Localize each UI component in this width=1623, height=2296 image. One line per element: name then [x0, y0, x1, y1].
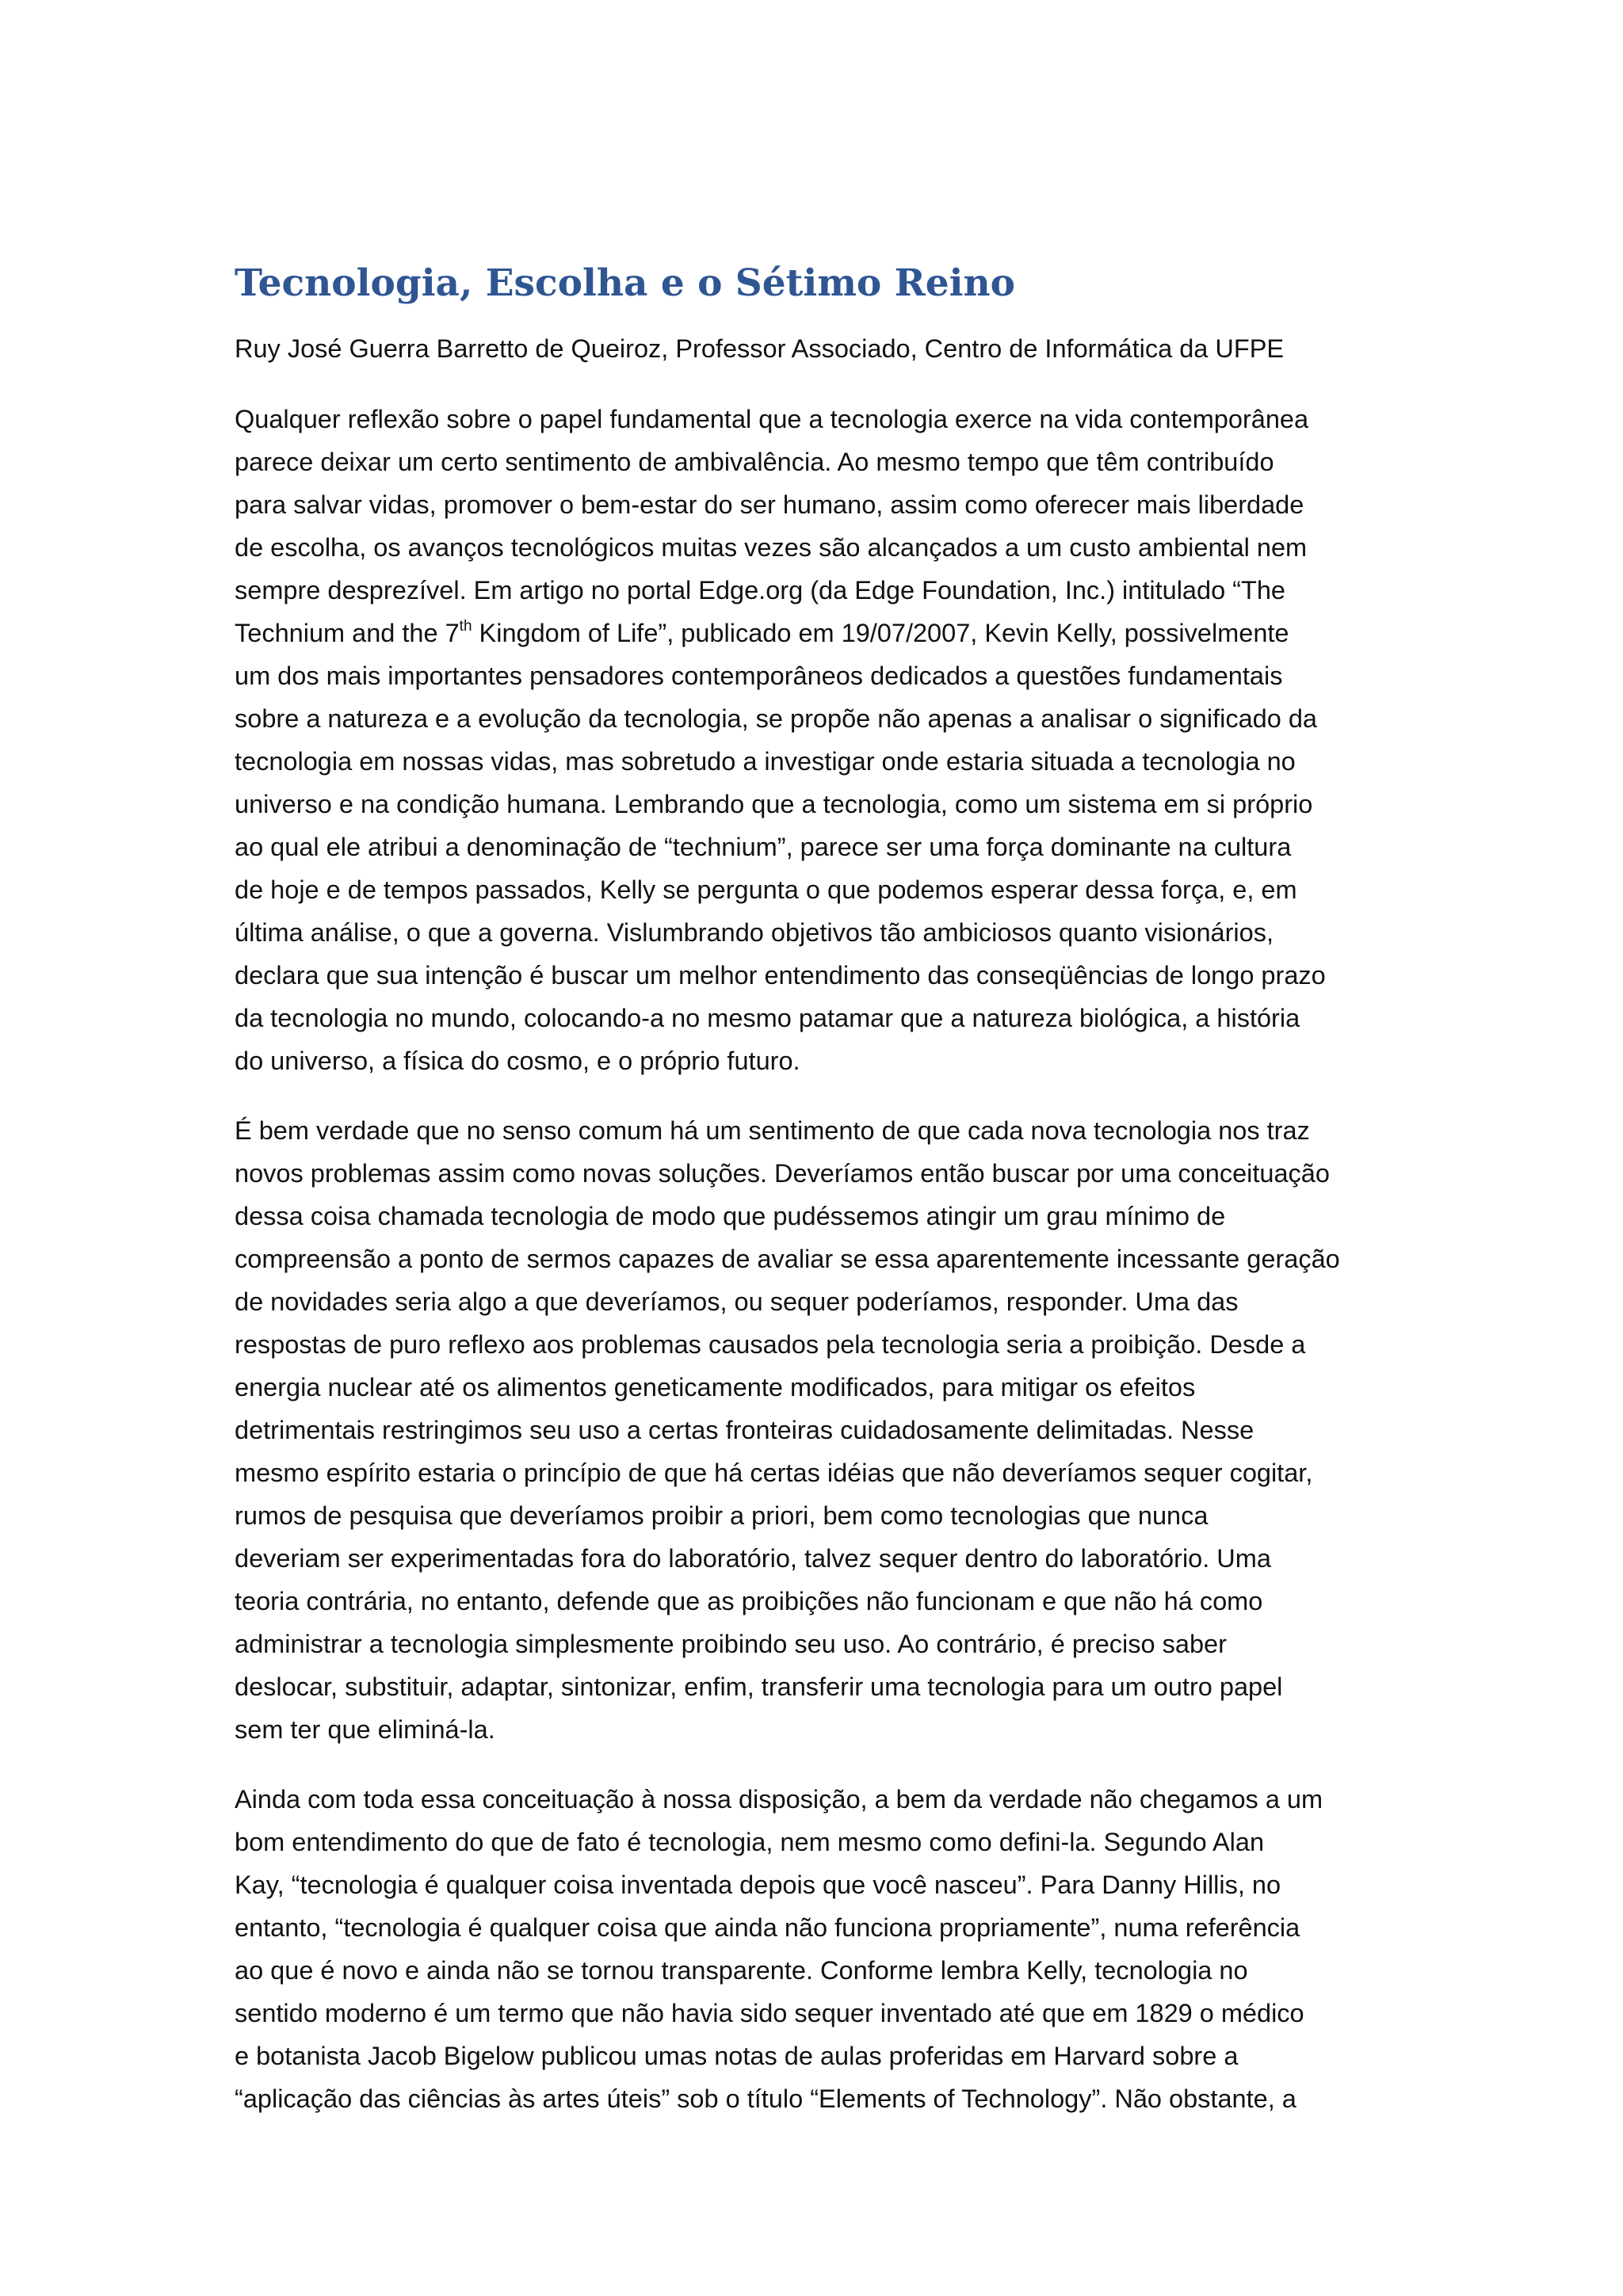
paragraph-line: novos problemas assim como novas soluções. Deveríamos então buscar por uma conceituação	[235, 1159, 1330, 1188]
paragraph-line: sentido moderno é um termo que não havia sido sequer inventado até que em 1829 o médico	[235, 1999, 1304, 2027]
document-title: Tecnologia, Escolha e o Sétimo Reino	[235, 261, 1015, 305]
paragraph-line: Ainda com toda essa conceituação à nossa disposição, a bem da verdade não chegamos a um	[235, 1785, 1323, 1814]
paragraph-line: tecnologia em nossas vidas, mas sobretudo a investigar onde estaria situada a tecnologia no	[235, 747, 1296, 776]
paragraph-line: Kay, “tecnologia é qualquer coisa inventada depois que você nasceu”. Para Danny Hillis, no	[235, 1871, 1281, 1899]
paragraph-line: respostas de puro reflexo aos problemas causados pela tecnologia seria a proibição. Desde a	[235, 1330, 1306, 1359]
paragraph-3	[235, 1778, 1407, 2120]
paragraph-line: de novidades seria algo a que deveríamos, ou sequer poderíamos, responder. Uma das	[235, 1287, 1239, 1316]
paragraph-line-superscript	[235, 612, 1407, 654]
line-text-before: Technium and the 7	[235, 619, 460, 647]
paragraph-line: entanto, “tecnologia é qualquer coisa que ainda não funciona propriamente”, numa referência	[235, 1913, 1300, 1942]
paragraph-line: Qualquer reflexão sobre o papel fundamental que a tecnologia exerce na vida contemporânea	[235, 405, 1309, 433]
paragraph-line: do universo, a física do cosmo, e o próprio futuro.	[235, 1047, 800, 1075]
paragraph-line: sempre desprezível. Em artigo no portal Edge.org (da Edge Foundation, Inc.) intitulado “The	[235, 576, 1286, 605]
line-text-after: Kingdom of Life”, publicado em 19/07/2007, Kevin Kelly, possivelmente	[472, 619, 1289, 647]
paragraph-line: de hoje e de tempos passados, Kelly se pergunta o que podemos esperar dessa força, e, em	[235, 875, 1297, 904]
superscript-th: th	[459, 618, 472, 635]
paragraph-line: sem ter que eliminá-la.	[235, 1715, 495, 1744]
paragraph-line: um dos mais importantes pensadores contemporâneos dedicados a questões fundamentais	[235, 662, 1283, 690]
paragraph-line: universo e na condição humana. Lembrando que a tecnologia, como um sistema em si próprio	[235, 790, 1313, 818]
paragraph-line: mesmo espírito estaria o princípio de que há certas idéias que não deveríamos sequer cogitar,	[235, 1459, 1313, 1487]
author-line: Ruy José Guerra Barretto de Queiroz, Professor Associado, Centro de Informática da UFPE	[235, 334, 1285, 363]
paragraph-2	[235, 1109, 1407, 1751]
paragraph-line: última análise, o que a governa. Vislumbrando objetivos tão ambiciosos quanto visionários,	[235, 918, 1274, 947]
paragraph-line: “aplicação das ciências às artes úteis” sob o título “Elements of Technology”. Não obstante, a	[235, 2084, 1296, 2113]
paragraph-1	[235, 398, 1407, 1082]
paragraph-line: ao qual ele atribui a denominação de “technium”, parece ser uma força dominante na cultura	[235, 833, 1292, 861]
paragraph-line: É bem verdade que no senso comum há um sentimento de que cada nova tecnologia nos traz	[235, 1116, 1310, 1145]
paragraph-line: dessa coisa chamada tecnologia de modo que pudéssemos atingir um grau mínimo de	[235, 1202, 1226, 1230]
paragraph-line: parece deixar um certo sentimento de ambivalência. Ao mesmo tempo que têm contribuído	[235, 448, 1274, 476]
paragraph-line: administrar a tecnologia simplesmente proibindo seu uso. Ao contrário, é preciso saber	[235, 1630, 1227, 1658]
paragraph-line: de escolha, os avanços tecnológicos muitas vezes são alcançados a um custo ambiental nem	[235, 533, 1308, 562]
paragraph-line: sobre a natureza e a evolução da tecnologia, se propõe não apenas a analisar o significado da	[235, 704, 1317, 733]
paragraph-line: teoria contrária, no entanto, defende que as proibições não funcionam e que não há como	[235, 1587, 1263, 1615]
paragraph-line: energia nuclear até os alimentos geneticamente modificados, para mitigar os efeitos	[235, 1373, 1196, 1402]
paragraph-line: deveriam ser experimentadas fora do laboratório, talvez sequer dentro do laboratório. Uma	[235, 1544, 1271, 1573]
document-content	[235, 255, 1407, 2120]
paragraph-line: detrimentais restringimos seu uso a certas fronteiras cuidadosamente delimitadas. Nesse	[235, 1416, 1254, 1444]
paragraph-line: ao que é novo e ainda não se tornou transparente. Conforme lembra Kelly, tecnologia no	[235, 1956, 1248, 1985]
paragraph-line: bom entendimento do que de fato é tecnologia, nem mesmo como defini-la. Segundo Alan	[235, 1828, 1265, 1856]
paragraph-line: deslocar, substituir, adaptar, sintonizar, enfim, transferir uma tecnologia para um outro papel	[235, 1672, 1283, 1701]
paragraph-line: rumos de pesquisa que deveríamos proibir a priori, bem como tecnologias que nunca	[235, 1501, 1209, 1530]
paragraph-line: compreensão a ponto de sermos capazes de avaliar se essa aparentemente incessante geração	[235, 1245, 1340, 1273]
paragraph-line: e botanista Jacob Bigelow publicou umas notas de aulas proferidas em Harvard sobre a	[235, 2042, 1239, 2070]
paragraph-line: para salvar vidas, promover o bem-estar do ser humano, assim como oferecer mais liberdade	[235, 490, 1304, 519]
paragraph-line: da tecnologia no mundo, colocando-a no mesmo patamar que a natureza biológica, a história	[235, 1004, 1300, 1032]
paragraph-line: declara que sua intenção é buscar um melhor entendimento das conseqüências de longo prazo	[235, 961, 1326, 990]
